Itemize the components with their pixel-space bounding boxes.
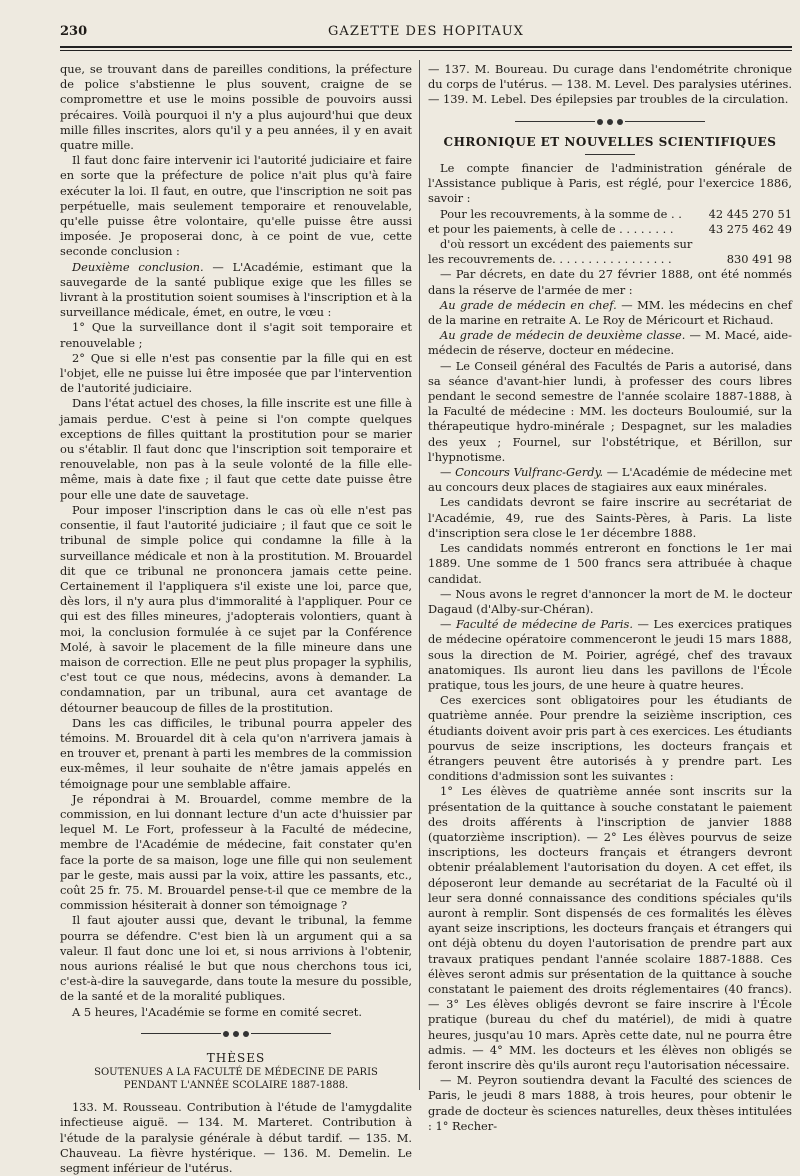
paragraph: 2° Que si elle n'est pas consentie par la fille qui en est l'objet, elle ne puisse lui être imposée que par l'intervention de l'autorité judiciaire. [60, 350, 412, 396]
paragraph: Dans les cas difficiles, le tribunal pourra appeler des témoins. M. Brouardel dit à cela qu'on n'arrivera jamais à en trouver et, prenant à parti les membres de la commission eux-mêmes, il leur souhaite de n'être jamais appelés en témoignage pour une semblable affaire. [60, 715, 412, 791]
paragraph: d'où ressort un excédent des paiements sur [440, 237, 693, 252]
section-separator [60, 1026, 412, 1041]
header-rule-thin [60, 50, 792, 51]
paragraph: Les candidats nommés entreront en fonctions le 1er mai 1889. Une somme de 1 500 francs sera attribuée à chaque candidat. [428, 541, 792, 586]
page-header [60, 22, 792, 44]
finance-label: Pour les recouvrements, à la somme de . . [440, 206, 682, 221]
paragraph: Les candidats devront se faire inscrire au secrétariat de l'Académie, 49, rue des Saints-Pères, à Paris. La liste d'inscription sera close le 1er décembre 1888. [428, 495, 792, 540]
paragraph: Pour imposer l'inscription dans le cas où elle n'est pas consentie, il faut l'autorité judiciaire ; il faut que ce soit le tribunal de simple police qui condamne la fille à la surveillance médicale et non à la prostitution. M. Brouardel dit que ce tribunal ne prononcera jamais cette peine. Certainement il l'appliquera s'il existe une loi, parce que, dès lors, il n'y aura plus d'immoralité à l'appliquer. Pour ce qui est des filles mineures, j'adopterais volontiers, quant à moi, la conclusion formulée à ce sujet par la Conférence Molé, à savoir le placement de la fille mineure dans une maison de correction. Elle ne peut plus propager la syphilis, c'est tout ce que nous, médecins, avons à demander. La condamnation, par un tribunal, aura cet avantage de détourner beaucoup de filles de la prostitution. [60, 502, 412, 715]
conclusion-text: — L'Académie, estimant que la sauvegarde de la santé publique exige que les filles se livrant à la prostitution soient soumises à l'inscription et à la surveillance médicale, émet, en outre, le vœu : [60, 259, 412, 320]
finance-label: et pour les paiements, à celle de . . . . . . . . [428, 221, 674, 236]
concours-paragraph: — Concours Vulfranc-Gerdy. — L'Académie de médecine met au concours deux places de stagiaires aux eaux minérales. [428, 465, 792, 495]
paragraph: Il faut ajouter aussi que, devant le tribunal, la femme pourra se défendre. C'est bien là un argument qui a sa valeur. Il faut donc une loi et, si nous arrivions à l'obtenir, nous aurions réalisé le but que nous cherchons tous ici, c'est-à-dire la sauvegarde, dans toute la mesure du possible, de la santé et de la moralité publiques. [60, 913, 412, 1004]
paragraph: Dans l'état actuel des choses, la fille inscrite est une fille à jamais perdue. C'est à peine si l'on compte quelques exceptions de filles quittant la prostitution pour se marier ou s'établir. Il faut donc que l'inscription soit temporaire et renouvelable, non pas à la seule volonté de la fille elle-même, mais à date fixe ; il faut que cette date puisse être pour elle une date de sauvetage. [60, 396, 412, 502]
header-rule-thick [60, 46, 792, 48]
paragraph: Ces exercices sont obligatoires pour les étudiants de quatrième année. Pour prendre la seizième inscription, ces étudiants doivent avoir pris part à ces exercices. Les étudiants pourvus de seize inscriptions, les docteurs français et étrangers peuvent être autorisés à y prendre part. Les conditions d'admission sont les suivantes : [428, 693, 792, 784]
paragraph: Le compte financier de l'administration générale de l'Assistance publique à Paris, est réglé, pour l'exercice 1886, savoir : [428, 161, 792, 206]
faculty-label: Faculté de médecine de Paris. [455, 617, 633, 632]
faculty-paragraph: — Faculté de médecine de Paris. — Les exercices pratiques de médecine opératoire commenceront le jeudi 15 mars 1888, sous la direction de M. Poirier, agrégé, chef des travaux anatomiques. Ils auront lieu dans les pavillons de l'École pratique, tous les jours, de une heure à quatre heures. [428, 617, 792, 692]
appointment-text: — M. Macé, aide-médecin de réserve, docteur en médecine. [428, 328, 792, 358]
page-number: 230 [60, 24, 88, 39]
appointment-paragraph [428, 328, 792, 358]
paragraph: — Nous avons le regret d'annoncer la mort de M. le docteur Dagaud (d'Alby-sur-Chéran). [428, 586, 792, 616]
paragraph: 1° Les élèves de quatrième année sont inscrits sur la présentation de la quittance à souche constatant le paiement des droits afférents à l'inscription de janvier 1888 (quatorzième inscription). — 2° Les élèves pourvus de seize inscriptions, les docteurs français et étrangers devront obtenir préalablement l'autorisation du doyen. A cet effet, ils déposeront leur demande au secrétariat de la Faculté où il leur sera donné connaissance des conditions spéciales qu'ils auront à remplir. Sont dispensés de ces formalités les élèves ayant seize inscriptions, les docteurs français et étrangers qui ont déjà obtenu du doyen l'autorisation de prendre part aux travaux pratiques pendant l'année scolaire 1887-1888. Ces élèves seront admis sur présentation de la quittance à souche constatant le paiement des droits réglementaires (40 francs). — 3° Les élèves obligés devront se faire inscrire à l'École pratique (bureau du chef du matériel), de midi à quatre heures, jusqu'au 10 mars. Après cette date, nul ne pourra être admis. — 4° MM. les docteurs et les élèves non obligés se feront inscrire dès qu'ils auront reçu l'autorisation nécessaire. [428, 784, 792, 1072]
theses-list-continued: — 137. M. Boureau. Du curage dans l'endométrite chronique du corps de l'utérus. — 138. M. Level. Des paralysies utérines. — 139. M. Lebel. Des épilepsies par troubles de la circulation. [428, 62, 792, 107]
concours-text: — L'Académie de médecine met au concours deux places de stagiaires aux eaux minérales. [428, 465, 792, 495]
left-column [60, 62, 412, 1176]
running-title: GAZETTE DES HOPITAUX [328, 24, 524, 39]
finance-row [428, 222, 792, 237]
appointment-text: — MM. les médecins en chef de la marine en retraite A. Le Roy de Méricourt et Richaud. [428, 297, 793, 328]
faculty-text: — Les exercices pratiques de médecine opératoire commenceront le jeudi 15 mars 1888, sous la direction de M. Poirier, agrégé, chef des travaux anatomiques. Ils auront lieu dans les pavillons de l'École pratique, tous les jours, de une heure à quatre heures. [428, 617, 792, 692]
right-column [428, 62, 792, 1134]
paragraph: Il faut donc faire intervenir ici l'autorité judiciaire et faire en sorte que la préfecture de police n'ait plus qu'à faire exécuter la loi. Il faut, en outre, que l'inscription ne soit pas perpétuelle, mais seulement temporaire et renouvelable, qu'elle puisse être volontaire, qu'elle puisse être aussi imposée. Je proposerai donc, à ce point de vue, cette seconde conclusion : [60, 153, 412, 259]
appointment-paragraph [428, 298, 792, 328]
column-divider [419, 60, 420, 1090]
chronique-title: CHRONIQUE ET NOUVELLES SCIENTIFIQUES [443, 134, 777, 149]
finance-amount: 42 445 270 51 [708, 206, 792, 221]
paragraph: Je répondrai à M. Brouardel, comme membre de la commission, en lui donnant lecture d'un acte d'huissier par lequel M. Le Fort, professeur à la Faculté de médecine, membre de l'Académie de médecine, fait constater qu'en face la porte de sa maison, loge une fille qui non seulement par le geste, mais aussi par la voix, attire les passants, etc., coût 25 fr. 75. M. Brouardel pense-t-il que ce membre de la commission hésiterait à donner son témoignage ? [60, 791, 412, 913]
finance-row [428, 252, 792, 267]
theses-subtitle: PENDANT L'ANNÉE SCOLAIRE 1887-1888. [123, 1080, 349, 1092]
grade-label: Au grade de médecin de deuxième classe. [440, 328, 686, 343]
conclusion-paragraph [60, 260, 412, 321]
theses-title: THÈSES [206, 1051, 266, 1065]
finance-row [428, 207, 792, 222]
grade-label: Au grade de médecin en chef. [440, 297, 617, 312]
paragraph: — M. Peyron soutiendra devant la Faculté des sciences de Paris, le jeudi 8 mars 1888, à trois heures, pour obtenir le grade de docteur ès sciences naturelles, deux thèses intitulées : 1° Recher- [428, 1073, 792, 1133]
finance-label: les recouvrements de. . . . . . . . . . . . . . . . . [428, 252, 672, 267]
title-underline [585, 154, 635, 155]
paragraph: — Par décrets, en date du 27 février 1888, ont été nommés dans la réserve de l'armée de mer : [428, 267, 792, 297]
theses-list: 133. M. Rousseau. Contribution à l'étude de l'amygdalite infectieuse aiguë. — 134. M. Marteret. Contribution à l'étude de la paralysie générale à début tardif. — 135. M. Chauveau. La fièvre hystérique. — 136. M. Demelin. Le segment inférieur de l'utérus. [60, 1100, 412, 1176]
section-separator [428, 114, 792, 129]
concours-label: Concours Vulfranc-Gerdy. [455, 465, 604, 480]
theses-subtitle: SOUTENUES A LA FACULTÉ DE MÉDECINE DE PARIS [94, 1067, 378, 1079]
paragraph: que, se trouvant dans de pareilles conditions, la préfecture de police s'abstienne le plus souvent, craigne de se compromettre et use le moins possible de pouvoirs aussi précaires. Voilà pourquoi il n'y a plus aujourd'hui que deux mille filles inscrites, alors qu'il y a peu années, il y en avait quatre mille. [60, 62, 412, 153]
paragraph: 1° Que la surveillance dont il s'agit soit temporaire et renouvelable ; [60, 320, 412, 350]
finance-amount: 830 491 98 [726, 252, 792, 267]
paragraph: — Le Conseil général des Facultés de Paris a autorisé, dans sa séance d'avant-hier lundi, à professer des cours libres pendant le second semestre de l'année scolaire 1887-1888, à la Faculté de médecine : MM. les docteurs Bouloumié, sur la thérapeutique hydro-minérale ; Despagnet, sur les maladies des yeux ; Fournel, sur l'obstétrique, et Bérillon, sur l'hypnotisme. [428, 358, 792, 464]
finance-amount: 43 275 462 49 [708, 221, 792, 236]
paragraph: A 5 heures, l'Académie se forme en comité secret. [72, 1004, 362, 1019]
conclusion-label: Deuxième conclusion. [72, 259, 204, 274]
